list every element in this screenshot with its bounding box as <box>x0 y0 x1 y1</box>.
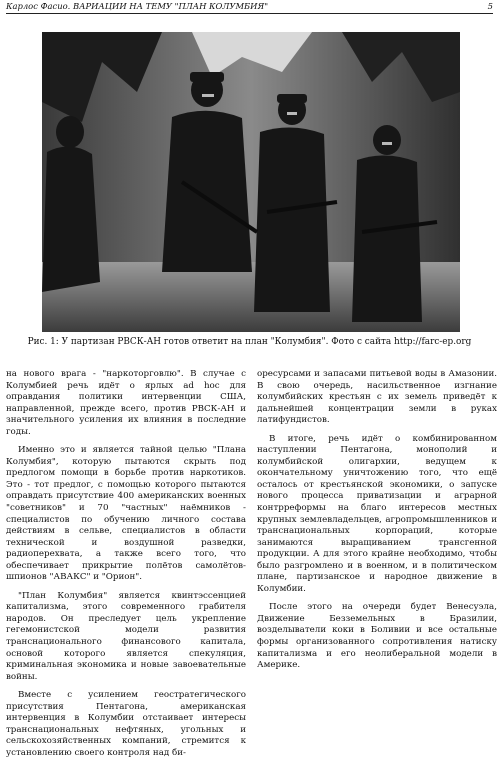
guerrilla-photo <box>42 32 460 332</box>
running-title: Карлос Фасио. ВАРИАЦИИ НА ТЕМУ "ПЛАН КОЛУМБИЯ" <box>6 1 269 11</box>
paragraph: В итоге, речь идёт о комбинированном наступлении Пентагона, монополий и колумбийской олигархии, ведущем к окончательному уничтожению того, что ещё осталось от крестьянской экономики, о запуске нового процесса приватизации и аграрной контрреформы на благо интересов местных крупных землевладельцев, агропромышленников и транснациональных корпораций, которые занимаются выращиванием трансгенной продукции. А для этого крайне необходимо, чтобы было разгромлено и в военном, и в политическом плане, партизанское и народное движение в Колумбии. <box>257 433 497 594</box>
page-number: 5 <box>487 1 493 11</box>
paragraph: оресурсами и запасами питьевой воды в Амазонии. В свою очередь, насильственное изгнание колумбийских крестьян с их земель приведёт к дальнейшей концентрации земли в руках латифундистов. <box>257 369 497 426</box>
left-column <box>6 369 246 767</box>
paragraph: "План Колумбия" является квинтэссенцией капитализма, этого современного грабителя народов. Он преследует цель укрепление гегемонистской модели развития транснационального финансового капитала, основой которого является спекуляция, криминальная экономика и новые завоевательные войны. <box>6 590 246 682</box>
paragraph: Именно это и является тайной целью "Плана Колумбия", которую пытаются скрыть под предлогом помощи в борьбе против наркотиков. Это - тот предлог, с помощью которого пытаются оправдать присутствие 400 американских военных "советников" и 70 "частных" наёмников - специалистов по обучению личного состава действиям в сельве, специалистов в области технической и воздушной разведки, радиоперехвата, а также всего того, что обеспечивает прикрытие полётов самолётов-шпионов "АВАКС" и "Орион". <box>6 445 246 583</box>
figure-caption: Рис. 1: У партизан РВСК-АН готов ответит на план "Колумбия". Фото с сайта http://farc-ep.org <box>27 337 472 347</box>
photo-illustration <box>42 32 460 332</box>
paragraph: на нового врага - "наркоторговлю". В случае с Колумбией речь идёт о ярлых ad hoc для оправдания политики интервенции США, направленной, прежде всего, против РВСК-АН и значительного усиления их влияния в последние годы. <box>6 369 246 437</box>
running-header <box>6 1 493 14</box>
right-column <box>257 369 497 679</box>
paragraph: После этого на очереди будет Венесуэла, Движение Безземельных в Бразилии, возделыватели коки в Боливии и все остальные формы организованного сопротивления натиску капитализма и его неолиберальной модели в Америке. <box>257 602 497 671</box>
paragraph: Вместе с усилением геостратегического присутствия Пентагона, американская интервенция в Колумбии отстаивает интересы транснациональных нефтяных, угольных и сельскохозяйственных компаний, стремится к установлению своего контроля над би- <box>6 690 246 758</box>
